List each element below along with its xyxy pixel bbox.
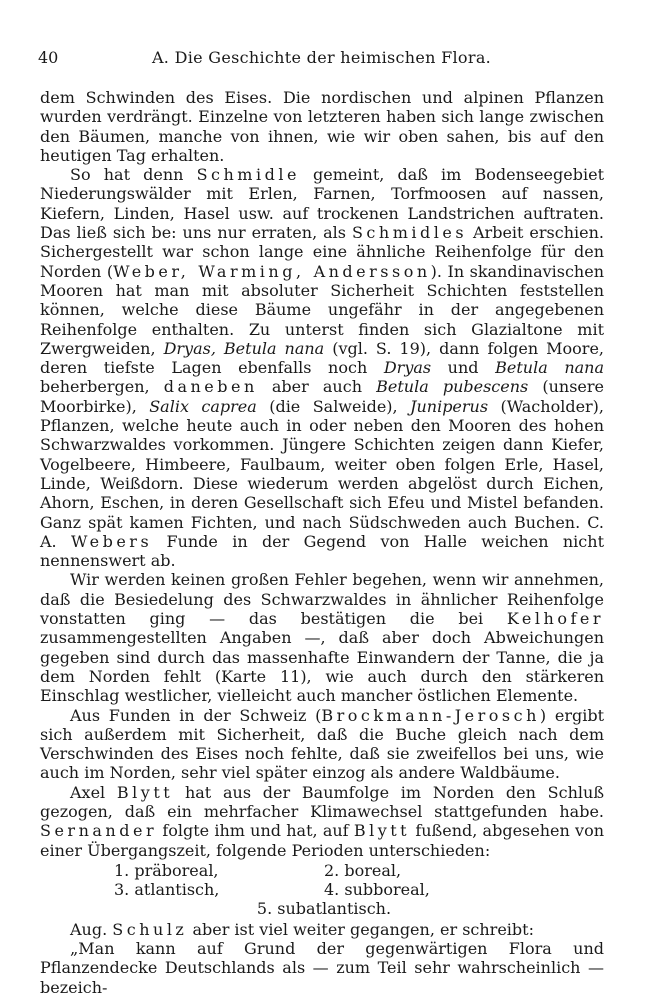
species-name: Salix caprea (149, 396, 257, 416)
author-names: Weber, Warming, Andersson (113, 261, 431, 281)
paragraph-3: Wir werden keinen großen Fehler begehen, wenn wir annehmen, daß die Besiedelung des Schwarzwaldes in ähnlicher Reihenfolge vonstatten ging — das bestätigen die bei Kelhofer zusammengestellten Angaben —, daß aber doch Abweichungen gegeben sind durch das massenhafte Einwandern der Tanne, die ja dem Norden fehlt (Karte 11), wie auch durch den stärkeren Einschlag westlicher, vielleicht auch mancher östlichen Elemente. (40, 570, 604, 706)
period-item: 3. atlantisch, (114, 880, 220, 900)
author-name: Kelhofer (506, 609, 604, 629)
period-item: 2. boreal, (324, 860, 402, 880)
species-name: Juniperus (410, 396, 489, 416)
page-number: 40 (38, 48, 59, 67)
running-title: A. Die Geschichte der heimischen Flora. (151, 48, 492, 67)
species-name: Betula nana (495, 358, 605, 378)
paragraph-2: So hat denn Schmidle gemeint, daß im Bodenseegebiet Niederungswälder mit Erlen, Farnen, Torfmoosen auf nassen, Kiefern, Linden, Hasel usw. auf trockenen Landstrichen auftraten. Das ließ sich be: uns nur erraten, als Schmidles Arbeit erschien. Sichergestellt war schon lange eine ähnliche Reihenfolge für den Norden (Weber, Warming, Andersson). In skandinavischen Mooren hat man mit absoluter Sicherheit Schichten feststellen können, welche diese Bäume ungefähr in der angegebenen Reihenfolge enthalten. Zu unterst finden sich Glazialtone mit Zwergweiden, Dryas, Betula nana (vgl. S. 19), dann folgen Moore, deren tiefste Lagen ebenfalls noch Dryas und Betula nana beherbergen, daneben aber auch Betula pubescens (unsere Moorbirke), Salix caprea (die Salweide), Juniperus (Wacholder), Pflanzen, welche heute auch in oder neben den Mooren des hohen Schwarzwaldes vorkommen. Jüngere Schichten zeigen dann Kiefer, Vogelbeere, Himbeere, Faulbaum, weiter oben folgen Erle, Hasel, Linde, Weißdorn. Diese wiederum werden abgelöst durch Eichen, Ahorn, Eschen, in deren Gesellschaft sich Efeu und Mistel befanden. Ganz spät kamen Fichten, und nach Südschweden auch Buchen. C. A. Webers Funde in der Gegend von Halle weichen nicht nennenswert ab. (40, 165, 605, 571)
author-name: Sernander (40, 821, 158, 841)
period-list (114, 861, 534, 919)
emphasis: daneben (163, 377, 258, 397)
author-name: Schmidle (196, 165, 300, 185)
paragraph-5: Axel Blytt hat aus der Baumfolge im Norden den Schluß gezogen, daß ein mehrfacher Klimawechsel stattgefunden habe. Sernander folgte ihm und hat, auf Blytt fußend, abgesehen von einer Übergangszeit, folgende Perioden unterschieden: (40, 782, 605, 860)
paragraph-6: Aug. Schulz aber ist viel weiter gegangen, er schreibt: (70, 919, 534, 939)
page-header (38, 48, 605, 72)
paragraph-7-quote: „Man kann auf Grund der gegenwärtigen Flora und Pflanzendecke Deutschlands als — zum Teil sehr wahrscheinlich — bezeich- (40, 939, 604, 997)
species-name: Betula pubescens (376, 377, 529, 397)
author-name: Schulz (112, 919, 188, 939)
period-item: 4. subboreal, (324, 880, 430, 900)
author-name: Blytt (116, 782, 174, 802)
period-item: 1. präboreal, (114, 860, 219, 880)
author-name: Schmidles (351, 223, 468, 243)
species-name: Dryas, Betula nana (163, 338, 325, 358)
author-name: Webers (70, 531, 153, 551)
species-name: Dryas (383, 358, 432, 378)
author-name: Blytt (353, 821, 411, 841)
body-text (40, 88, 604, 997)
period-item: 5. subatlantisch. (256, 899, 392, 919)
paragraph-4: Aus Funden in der Schweiz (Brockmann-Jerosch) ergibt sich außerdem mit Sicherheit, daß die Buche gleich nach dem Verschwinden des Eises noch fehlte, daß sie zweifellos bei uns, wie auch im Norden, sehr viel später einzog als andere Waldbäume. (40, 705, 604, 783)
paragraph-1: dem Schwinden des Eises. Die nordischen und alpinen Pflanzen wurden verdrängt. Einzelne von letzteren haben sich lange zwischen den Bäumen, manche von ihnen, wie wir oben sahen, bis auf den heutigen Tag erhalten. (40, 88, 604, 165)
author-name: Brockmann-Jerosch (321, 705, 540, 725)
